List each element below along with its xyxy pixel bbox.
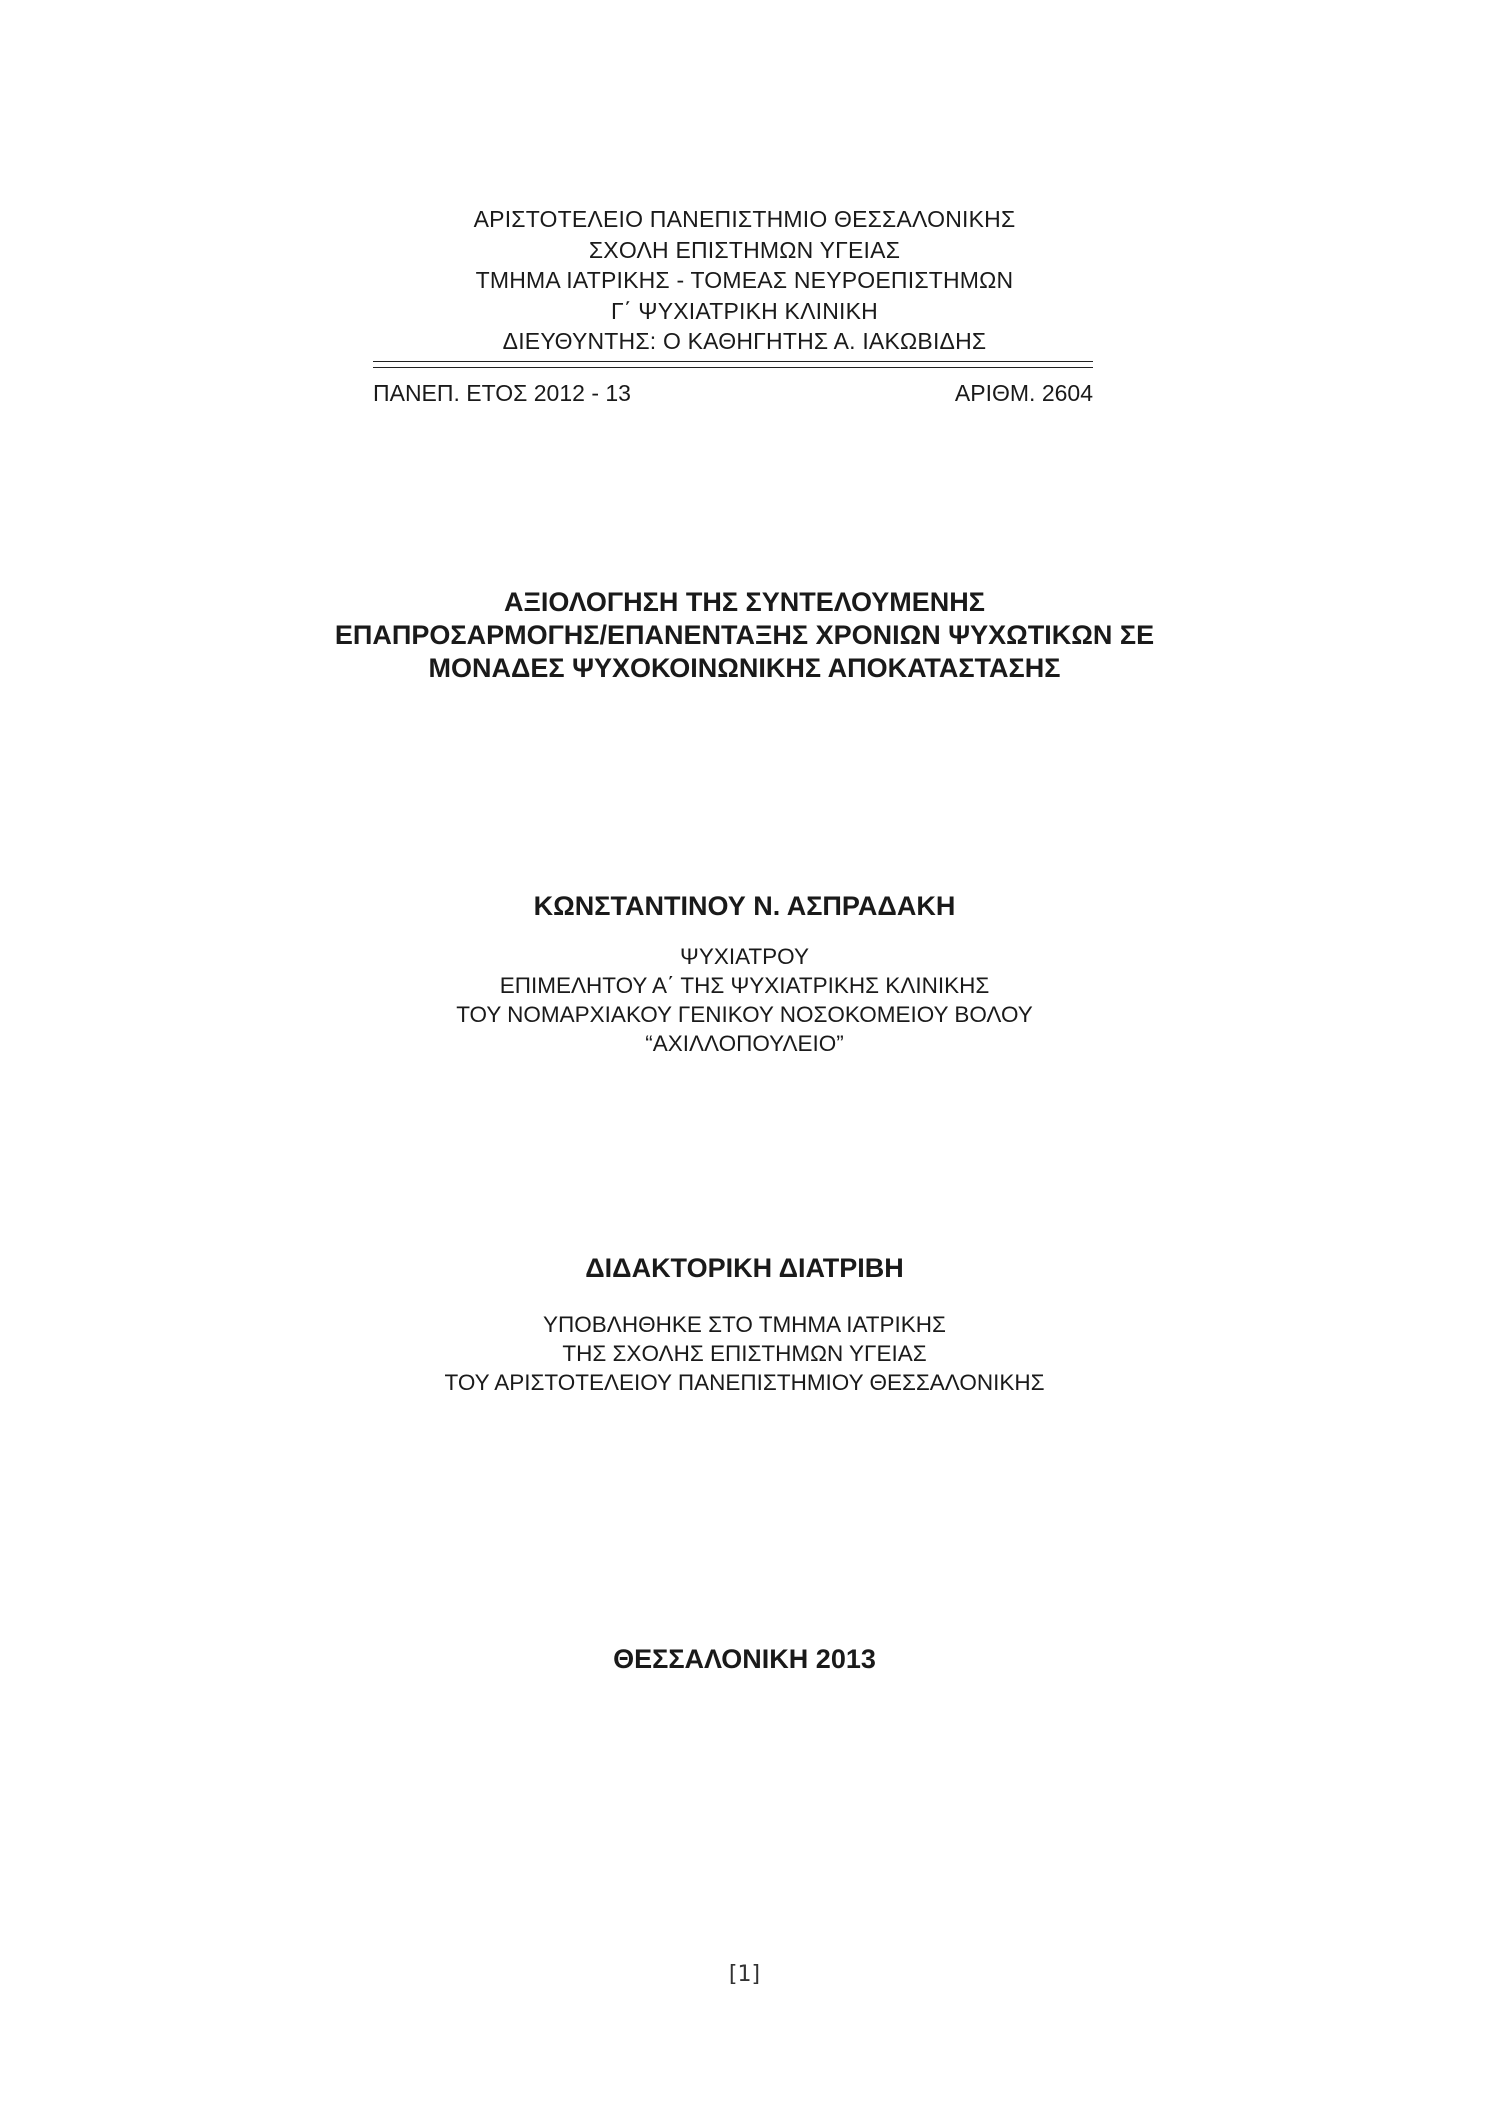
author-detail-line: “ΑΧΙΛΛΟΠΟΥΛΕΙΟ” bbox=[645, 1031, 844, 1056]
thesis-title-line: ΑΞΙΟΛΟΓΗΣΗ ΤΗΣ ΣΥΝΤΕΛΟΥΜΕΝΗΣ bbox=[503, 587, 986, 617]
submission-line: ΥΠΟΒΛΗΘΗΚΕ ΣΤΟ ΤΜΗΜΑ ΙΑΤΡΙΚΗΣ bbox=[543, 1312, 946, 1337]
author-detail-line: ΤΟΥ ΝΟΜΑΡΧΙΑΚΟΥ ΓΕΝΙΚΟΥ ΝΟΣΟΚΟΜΕΙΟΥ ΒΟΛΟΥ bbox=[456, 1002, 1033, 1027]
thesis-title bbox=[0, 586, 1489, 685]
author-detail-line: ΕΠΙΜΕΛΗΤΟΥ Α΄ ΤΗΣ ΨΥΧΙΑΤΡΙΚΗΣ ΚΛΙΝΙΚΗΣ bbox=[499, 973, 990, 998]
institution-university: ΑΡΙΣΤΟΤΕΛΕΙΟ ΠΑΝΕΠΙΣΤΗΜΙΟ ΘΕΣΣΑΛΟΝΙΚΗΣ bbox=[473, 206, 1016, 232]
thesis-number: ΑΡΙΘΜ. 2604 bbox=[954, 380, 1093, 406]
submission-line: ΤΟΥ ΑΡΙΣΤΟΤΕΛΕΙΟΥ ΠΑΝΕΠΙΣΤΗΜΙΟΥ ΘΕΣΣΑΛΟΝΙΚΗΣ bbox=[444, 1370, 1045, 1395]
author-details bbox=[0, 942, 1489, 1058]
institution-header bbox=[0, 204, 1489, 357]
institution-director: ΔΙΕΥΘΥΝΤΗΣ: Ο ΚΑΘΗΓΗΤΗΣ Α. ΙΑΚΩΒΙΔΗΣ bbox=[502, 328, 987, 354]
academic-year: ΠΑΝΕΠ. ΕΤΟΣ 2012 - 13 bbox=[373, 380, 631, 406]
institution-clinic: Γ΄ ΨΥΧΙΑΤΡΙΚΗ ΚΛΙΝΙΚΗ bbox=[610, 297, 878, 324]
document-type: ΔΙΔΑΚΤΟΡΙΚΗ ΔΙΑΤΡΙΒΗ bbox=[585, 1253, 904, 1283]
institution-school: ΣΧΟΛΗ ΕΠΙΣΤΗΜΩΝ ΥΓΕΙΑΣ bbox=[588, 236, 901, 263]
author-name: ΚΩΝΣΤΑΝΤΙΝΟΥ Ν. ΑΣΠΡΑΔΑΚΗ bbox=[533, 891, 956, 921]
meta-row bbox=[373, 378, 1093, 408]
page-number: [1] bbox=[728, 1962, 761, 1987]
thesis-title-line: ΕΠΑΠΡΟΣΑΡΜΟΓΗΣ/ΕΠΑΝΕΝΤΑΞΗΣ ΧΡΟΝΙΩΝ ΨΥΧΩΤΙΚΩΝ ΣΕ bbox=[334, 620, 1155, 650]
place-year: ΘΕΣΣΑΛΟΝΙΚΗ 2013 bbox=[613, 1644, 876, 1674]
submission-statement bbox=[0, 1310, 1489, 1397]
header-rule-bottom bbox=[373, 367, 1093, 368]
thesis-title-line: ΜΟΝΑΔΕΣ ΨΥΧΟΚΟΙΝΩΝΙΚΗΣ ΑΠΟΚΑΤΑΣΤΑΣΗΣ bbox=[428, 653, 1061, 683]
author-detail-line: ΨΥΧΙΑΤΡΟΥ bbox=[680, 944, 809, 969]
header-rule-top bbox=[373, 361, 1093, 362]
institution-department: ΤΜΗΜΑ ΙΑΤΡΙΚΗΣ - ΤΟΜΕΑΣ ΝΕΥΡΟΕΠΙΣΤΗΜΩΝ bbox=[475, 267, 1014, 293]
submission-line: ΤΗΣ ΣΧΟΛΗΣ ΕΠΙΣΤΗΜΩΝ ΥΓΕΙΑΣ bbox=[562, 1341, 927, 1366]
